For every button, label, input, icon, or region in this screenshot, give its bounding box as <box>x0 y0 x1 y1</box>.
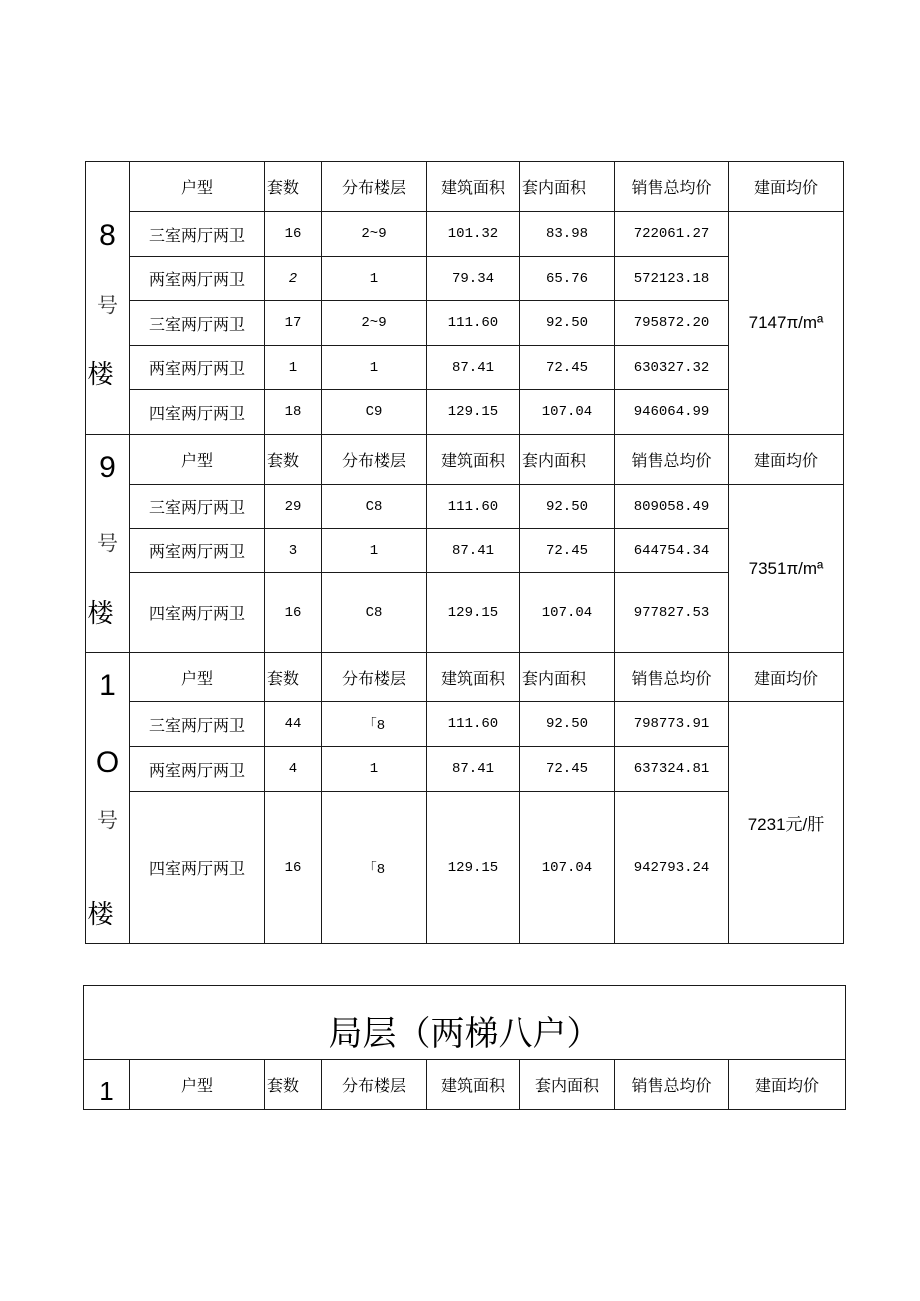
header-avg-price: 建面均价 <box>729 162 844 212</box>
unit-count-cell: 17 <box>265 301 322 346</box>
avg-price-cell: 7147π/mª <box>729 212 844 435</box>
building-8-header-row <box>86 162 844 212</box>
gross-area-cell: 87.41 <box>427 747 520 792</box>
gross-area-cell: 101.32 <box>427 212 520 257</box>
header-avg-price: 建面均价 <box>729 1060 846 1110</box>
net-area-cell: 107.04 <box>520 792 615 944</box>
building-label-hao: 号 <box>97 809 118 833</box>
building-9-label-cell <box>86 435 130 653</box>
header-unit-count: 套数 <box>265 653 322 702</box>
total-price-cell: 946064.99 <box>615 390 729 435</box>
header-net-area: 套内面积 <box>520 435 615 485</box>
unit-type-cell: 两室两厅两卫 <box>130 346 265 390</box>
header-avg-price: 建面均价 <box>729 653 844 702</box>
avg-price-cell: 7351π/mª <box>729 485 844 653</box>
gross-area-cell: 129.15 <box>427 573 520 653</box>
total-price-cell: 942793.24 <box>615 792 729 944</box>
building-label-hao: 号 <box>97 294 118 318</box>
total-price-cell: 722061.27 <box>615 212 729 257</box>
total-price-cell: 572123.18 <box>615 257 729 301</box>
floor-range-cell: C8 <box>322 573 427 653</box>
gross-area-cell: 129.15 <box>427 792 520 944</box>
building-8-label-cell <box>86 162 130 435</box>
unit-type-cell: 两室两厅两卫 <box>130 529 265 573</box>
building-label-lou: 楼 <box>87 359 114 389</box>
total-price-cell: 630327.32 <box>615 346 729 390</box>
gross-area-cell: 79.34 <box>427 257 520 301</box>
floor-range-cell: C9 <box>322 390 427 435</box>
unit-count-cell: 2 <box>265 257 322 301</box>
floor-range-cell: C8 <box>322 485 427 529</box>
gross-area-cell: 87.41 <box>427 529 520 573</box>
unit-count-cell: 16 <box>265 212 322 257</box>
floor-range-cell: 1 <box>322 346 427 390</box>
unit-type-cell: 三室两厅两卫 <box>130 212 265 257</box>
header-unit-type: 户型 <box>130 653 265 702</box>
net-area-cell: 72.45 <box>520 747 615 792</box>
unit-count-cell: 44 <box>265 702 322 747</box>
header-floor-range: 分布楼层 <box>322 1060 427 1110</box>
lower-section-table <box>83 985 846 1110</box>
unit-type-cell: 两室两厅两卫 <box>130 747 265 792</box>
unit-count-cell: 16 <box>265 792 322 944</box>
table-row <box>86 212 844 257</box>
total-price-cell: 637324.81 <box>615 747 729 792</box>
header-unit-count: 套数 <box>265 435 322 485</box>
net-area-cell: 92.50 <box>520 301 615 346</box>
net-area-cell: 65.76 <box>520 257 615 301</box>
avg-price-cell: 7231元/肝 <box>729 702 844 944</box>
gross-area-cell: 87.41 <box>427 346 520 390</box>
header-unit-count: 套数 <box>265 1060 322 1110</box>
header-unit-type: 户型 <box>130 435 265 485</box>
section-title-row <box>84 986 846 1060</box>
building-label-hao: 号 <box>97 532 118 556</box>
unit-type-cell: 四室两厅两卫 <box>130 390 265 435</box>
header-net-area: 套内面积 <box>520 653 615 702</box>
unit-type-cell: 四室两厅两卫 <box>130 573 265 653</box>
total-price-cell: 809058.49 <box>615 485 729 529</box>
building-10-label-cell <box>86 653 130 944</box>
header-floor-range: 分布楼层 <box>322 435 427 485</box>
header-avg-price: 建面均价 <box>729 435 844 485</box>
header-net-area: 套内面积 <box>520 1060 615 1110</box>
floor-range-cell: 「8 <box>322 792 427 944</box>
header-floor-range: 分布楼层 <box>322 653 427 702</box>
section-title: 局层（两梯八户） <box>84 986 846 1060</box>
net-area-cell: 107.04 <box>520 390 615 435</box>
header-total-price: 销售总均价 <box>615 162 729 212</box>
unit-count-cell: 3 <box>265 529 322 573</box>
floor-range-cell: 2~9 <box>322 301 427 346</box>
net-area-cell: 107.04 <box>520 573 615 653</box>
building-10-header-row <box>86 653 844 702</box>
total-price-cell: 644754.34 <box>615 529 729 573</box>
building-number-digit: O <box>95 746 120 779</box>
building-label-lou: 楼 <box>87 899 114 929</box>
unit-type-cell: 三室两厅两卫 <box>130 485 265 529</box>
header-unit-type: 户型 <box>130 1060 265 1110</box>
gross-area-cell: 111.60 <box>427 485 520 529</box>
building-number-digit: 1 <box>99 669 116 702</box>
net-area-cell: 92.50 <box>520 702 615 747</box>
building-9-header-row <box>86 435 844 485</box>
total-price-cell: 798773.91 <box>615 702 729 747</box>
header-gross-area: 建筑面积 <box>427 653 520 702</box>
building-number: 8 <box>99 219 116 252</box>
building-number: 1 <box>84 1060 130 1110</box>
table-row <box>86 702 844 747</box>
unit-count-cell: 29 <box>265 485 322 529</box>
header-floor-range: 分布楼层 <box>322 162 427 212</box>
header-gross-area: 建筑面积 <box>427 435 520 485</box>
header-unit-count: 套数 <box>265 162 322 212</box>
unit-count-cell: 1 <box>265 346 322 390</box>
total-price-cell: 795872.20 <box>615 301 729 346</box>
floor-range-cell: 1 <box>322 257 427 301</box>
net-area-cell: 72.45 <box>520 346 615 390</box>
net-area-cell: 92.50 <box>520 485 615 529</box>
gross-area-cell: 111.60 <box>427 301 520 346</box>
lower-header-row <box>84 1060 846 1110</box>
header-gross-area: 建筑面积 <box>427 1060 520 1110</box>
unit-count-cell: 4 <box>265 747 322 792</box>
floor-range-cell: 2~9 <box>322 212 427 257</box>
unit-type-cell: 三室两厅两卫 <box>130 702 265 747</box>
net-area-cell: 83.98 <box>520 212 615 257</box>
unit-type-cell: 三室两厅两卫 <box>130 301 265 346</box>
unit-count-cell: 16 <box>265 573 322 653</box>
unit-count-cell: 18 <box>265 390 322 435</box>
header-net-area: 套内面积 <box>520 162 615 212</box>
unit-type-cell: 四室两厅两卫 <box>130 792 265 944</box>
header-total-price: 销售总均价 <box>615 1060 729 1110</box>
unit-type-cell: 两室两厅两卫 <box>130 257 265 301</box>
floor-range-cell: 1 <box>322 747 427 792</box>
net-area-cell: 72.45 <box>520 529 615 573</box>
floor-range-cell: 「8 <box>322 702 427 747</box>
total-price-cell: 977827.53 <box>615 573 729 653</box>
price-table <box>85 161 844 944</box>
header-unit-type: 户型 <box>130 162 265 212</box>
gross-area-cell: 111.60 <box>427 702 520 747</box>
header-total-price: 销售总均价 <box>615 653 729 702</box>
header-total-price: 销售总均价 <box>615 435 729 485</box>
gross-area-cell: 129.15 <box>427 390 520 435</box>
building-label-lou: 楼 <box>87 598 114 628</box>
table-row <box>86 485 844 529</box>
header-gross-area: 建筑面积 <box>427 162 520 212</box>
floor-range-cell: 1 <box>322 529 427 573</box>
building-number: 9 <box>99 451 116 484</box>
